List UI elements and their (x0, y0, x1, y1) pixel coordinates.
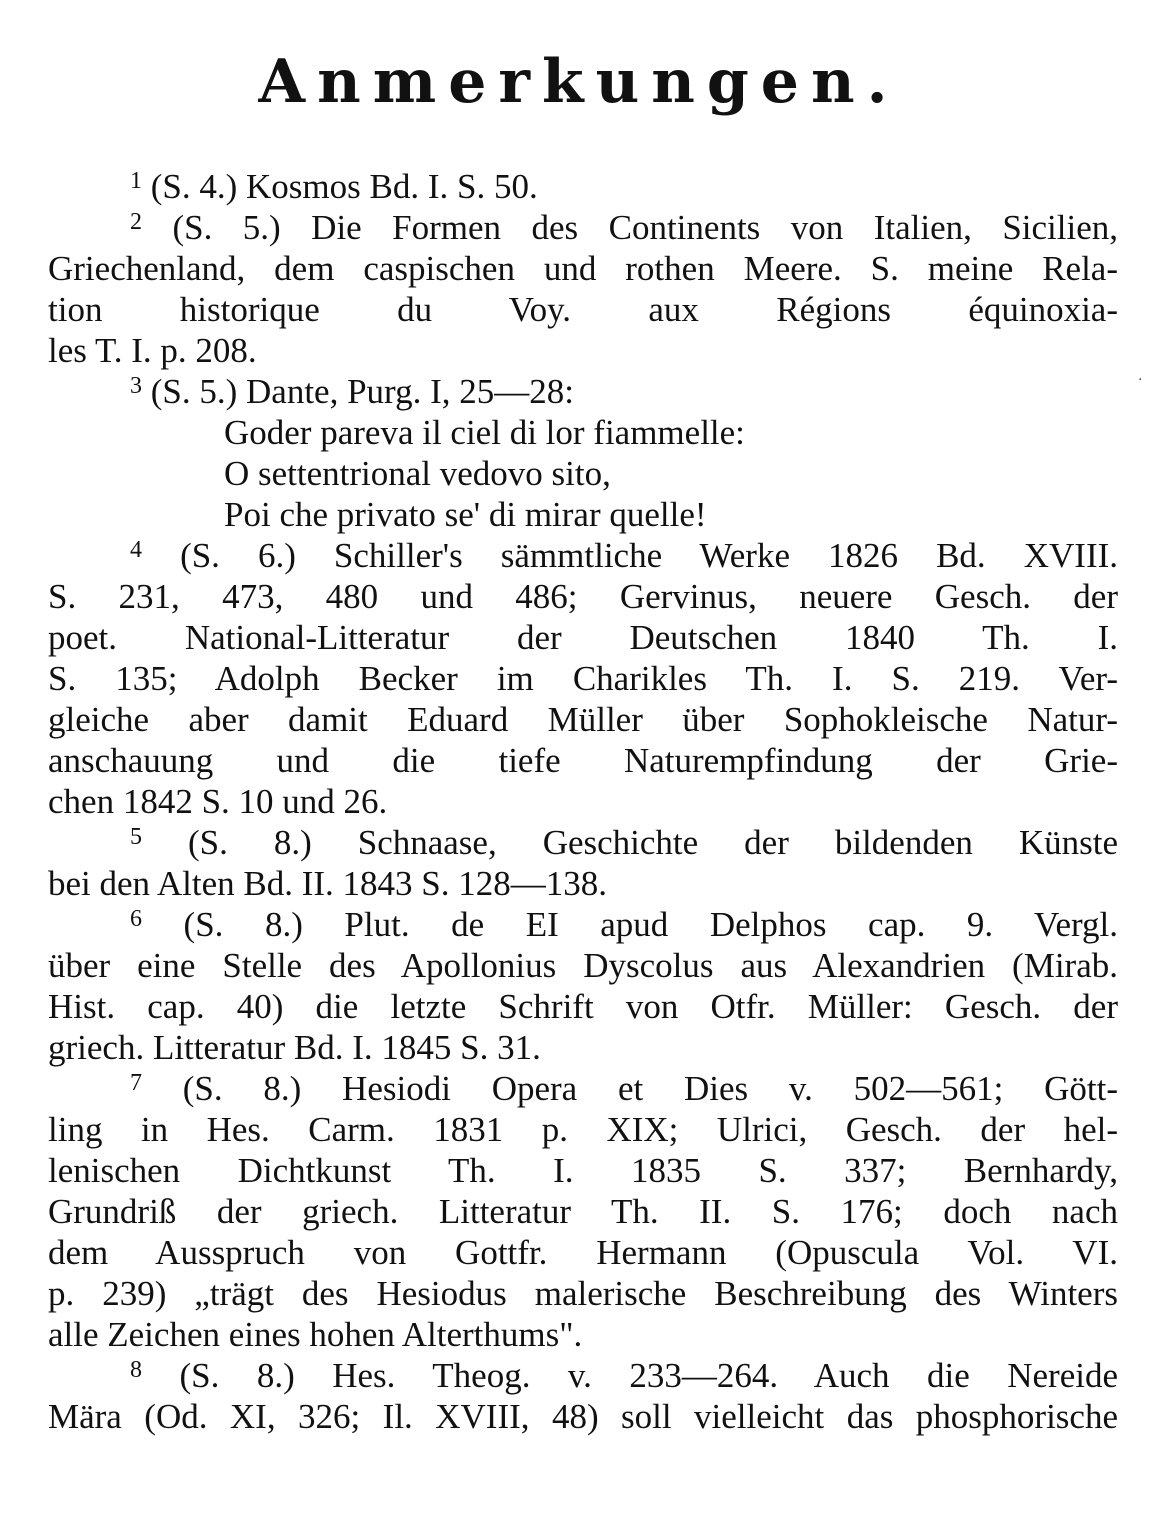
footnote-number: 8 (130, 1357, 142, 1383)
note-4-line-4: S. 135; Adolph Becker im Charikles Th. I. S. 219. Ver- (48, 659, 1118, 698)
note-6-line-2: über eine Stelle des Apollonius Dyscolus aus Alexandrien (Mirab. (48, 946, 1118, 985)
footnote-number: 6 (130, 906, 142, 932)
note-7-line-2: ling in Hes. Carm. 1831 p. XIX; Ulrici, Gesch. der hel- (48, 1110, 1118, 1149)
note-7-line-5: dem Ausspruch von Gottfr. Hermann (Opuscula Vol. VI. (48, 1233, 1118, 1272)
footnote-number: 7 (130, 1070, 142, 1096)
page-title: Anmerkungen. (258, 47, 900, 117)
note-2-line-4: les T. I. p. 208. (48, 331, 257, 370)
footnote-number: 4 (130, 537, 142, 563)
note-6-line-3: Hist. cap. 40) die letzte Schrift von Otfr. Müller: Gesch. der (48, 987, 1118, 1026)
footnote-number: 3 (130, 373, 142, 399)
notes-body (48, 166, 1118, 1437)
note-2-line-1: $^2$ (S. 5.) Die Formen des Continents von Italien, Sicilien, (130, 208, 1118, 247)
note-3-verse-1: Goder pareva il ciel di lor fiammelle: (224, 413, 745, 452)
note-1-line-1: $^1$ (S. 4.) Kosmos Bd. I. S. 50. (130, 167, 538, 206)
ink-smudge-icon: · (1138, 372, 1143, 388)
footnote-number: 5 (130, 824, 142, 850)
note-4-line-6: anschauung und die tiefe Naturempfindung der Grie- (48, 741, 1118, 780)
note-8-line-2: Mära (Od. XI, 326; Il. XVIII, 48) soll vielleicht das phosphorische (48, 1397, 1118, 1436)
note-4-line-7: chen 1842 S. 10 und 26. (48, 782, 388, 821)
note-2-line-3: tion historique du Voy. aux Régions équinoxia- (48, 290, 1118, 329)
note-7-line-6: p. 239) „trägt des Hesiodus malerische Beschreibung des Winters (48, 1274, 1118, 1313)
note-3-verse-3: Poi che privato se' di mirar quelle! (224, 495, 707, 534)
footnote-number: 1 (130, 168, 142, 194)
note-5-line-1: $^5$ (S. 8.) Schnaase, Geschichte der bildenden Künste (130, 823, 1118, 862)
note-5-line-2: bei den Alten Bd. II. 1843 S. 128—138. (48, 864, 607, 903)
note-8-line-1: $^8$ (S. 8.) Hes. Theog. v. 233—264. Auch die Nereide (130, 1356, 1118, 1395)
note-4-line-1: $^4$ (S. 6.) Schiller's sämmtliche Werke 1826 Bd. XVIII. (130, 536, 1118, 575)
note-6-line-1: $^6$ (S. 8.) Plut. de EI apud Delphos cap. 9. Vergl. (130, 905, 1118, 944)
note-3-line-1: $^3$ (S. 5.) Dante, Purg. I, 25—28: (130, 372, 574, 411)
note-4-line-3: poet. National-Litteratur der Deutschen 1840 Th. I. (48, 618, 1118, 657)
note-7-line-4: Grundriß der griech. Litteratur Th. II. S. 176; doch nach (48, 1192, 1118, 1231)
note-6-line-4: griech. Litteratur Bd. I. 1845 S. 31. (48, 1028, 541, 1067)
note-4-line-2: S. 231, 473, 480 und 486; Gervinus, neuere Gesch. der (48, 577, 1118, 616)
note-3-verse-2: O settentrional vedovo sito, (224, 454, 611, 493)
note-7-line-7: alle Zeichen eines hohen Alterthums". (48, 1315, 583, 1354)
note-7-line-1: $^7$ (S. 8.) Hesiodi Opera et Dies v. 502—561; Gött- (130, 1069, 1118, 1108)
footnote-number: 2 (130, 209, 142, 235)
note-4-line-5: gleiche aber damit Eduard Müller über Sophokleische Natur- (48, 700, 1118, 739)
note-7-line-3: lenischen Dichtkunst Th. I. 1835 S. 337; Bernhardy, (48, 1151, 1118, 1190)
note-2-line-2: Griechenland, dem caspischen und rothen Meere. S. meine Rela- (48, 249, 1118, 288)
